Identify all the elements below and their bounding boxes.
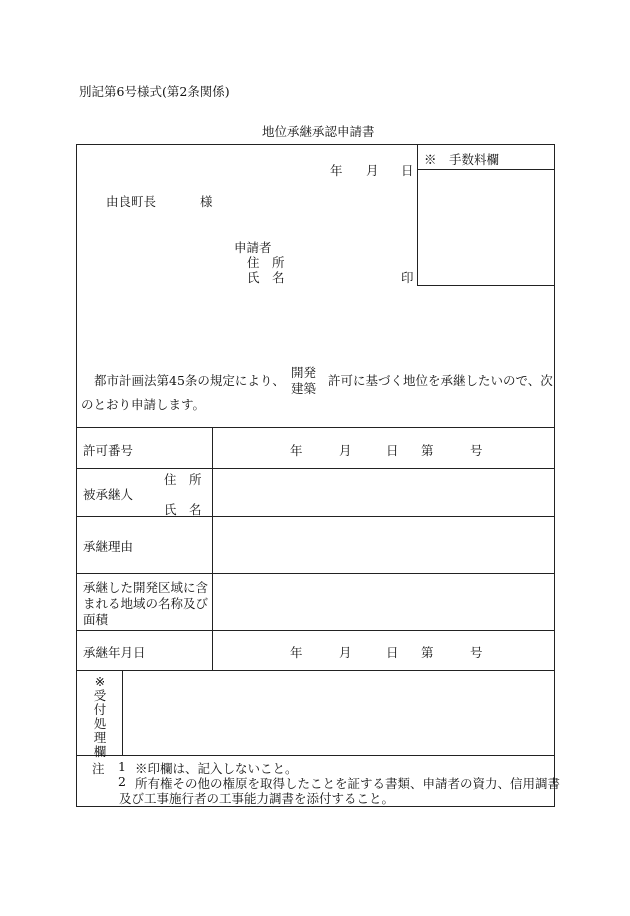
permit-number-label: 許可番号: [83, 443, 134, 458]
permit-year-label: 年: [290, 443, 303, 458]
permit-go-label: 号: [470, 443, 483, 458]
note2-line1: 所有権その他の権原を取得したことを証する書類、申請者の資力、信用調書: [135, 776, 561, 791]
area-label-line2: まれる地域の名称及び: [83, 596, 209, 611]
date-year-label: 年: [330, 163, 343, 178]
reception-char: 理: [93, 730, 107, 745]
reception-field[interactable]: [123, 671, 554, 755]
predecessor-field[interactable]: [213, 469, 554, 516]
reception-char: 欄: [93, 744, 107, 759]
applicant-name-field[interactable]: [290, 267, 400, 282]
succession-date-label: 承継年月日: [83, 645, 146, 660]
permit-dai-label: 第: [421, 443, 434, 458]
fee-box-label: ※ 手数料欄: [424, 152, 500, 167]
addressee-name: 由良町長: [106, 194, 157, 209]
statement-part2: 許可に基づく地位を承継したいので、次: [328, 373, 553, 388]
reception-char: 付: [93, 702, 107, 717]
form-reference: 別記第6号様式(第2条関係): [79, 84, 230, 99]
reception-char: 受: [93, 688, 107, 703]
applicant-address-label: 住 所: [247, 255, 285, 270]
succession-date-field[interactable]: [213, 631, 554, 670]
notes-prefix: 注: [92, 761, 105, 776]
applicant-heading: 申請者: [234, 240, 272, 255]
fee-field[interactable]: [418, 170, 554, 285]
permit-number-field[interactable]: [213, 428, 554, 468]
reception-char: ※: [94, 674, 106, 689]
succession-reason-label: 承継理由: [83, 539, 134, 554]
statement-choice-development[interactable]: 開発: [291, 365, 317, 380]
statement-choice-building[interactable]: 建築: [291, 381, 317, 396]
area-label-line1: 承継した開発区域に含: [83, 580, 209, 595]
addressee-suffix: 様: [200, 194, 213, 209]
succession-go-label: 号: [470, 645, 483, 660]
reception-label: [93, 675, 107, 759]
date-month-label: 月: [366, 163, 379, 178]
note2-number: 2: [118, 774, 126, 789]
seal-mark: 印: [401, 270, 414, 285]
predecessor-label: 被承継人: [83, 487, 134, 502]
reception-char: 処: [93, 716, 107, 731]
applicant-name-label: 氏 名: [247, 270, 285, 285]
succession-year-label: 年: [290, 645, 303, 660]
note2-line2: 及び工事施行者の工事能力調書を添付すること。: [119, 791, 395, 806]
area-label-line3: 面積: [83, 612, 109, 627]
permit-day-label: 日: [386, 443, 399, 458]
area-field[interactable]: [213, 574, 554, 630]
note1-number: 1: [118, 759, 126, 774]
permit-month-label: 月: [339, 443, 352, 458]
applicant-address-field[interactable]: [290, 252, 400, 267]
document-title: 地位承継承認申請書: [262, 124, 375, 139]
statement-line2: のとおり申請します。: [81, 397, 206, 412]
succession-day-label: 日: [386, 645, 399, 660]
note1-text: ※印欄は、記入しないこと。: [135, 761, 298, 776]
succession-month-label: 月: [339, 645, 352, 660]
predecessor-name-label: 氏 名: [164, 502, 202, 517]
statement-part1: 都市計画法第45条の規定により、: [94, 373, 285, 388]
date-day-label: 日: [401, 163, 414, 178]
predecessor-address-label: 住 所: [164, 472, 202, 487]
succession-dai-label: 第: [421, 645, 434, 660]
succession-reason-field[interactable]: [213, 517, 554, 573]
